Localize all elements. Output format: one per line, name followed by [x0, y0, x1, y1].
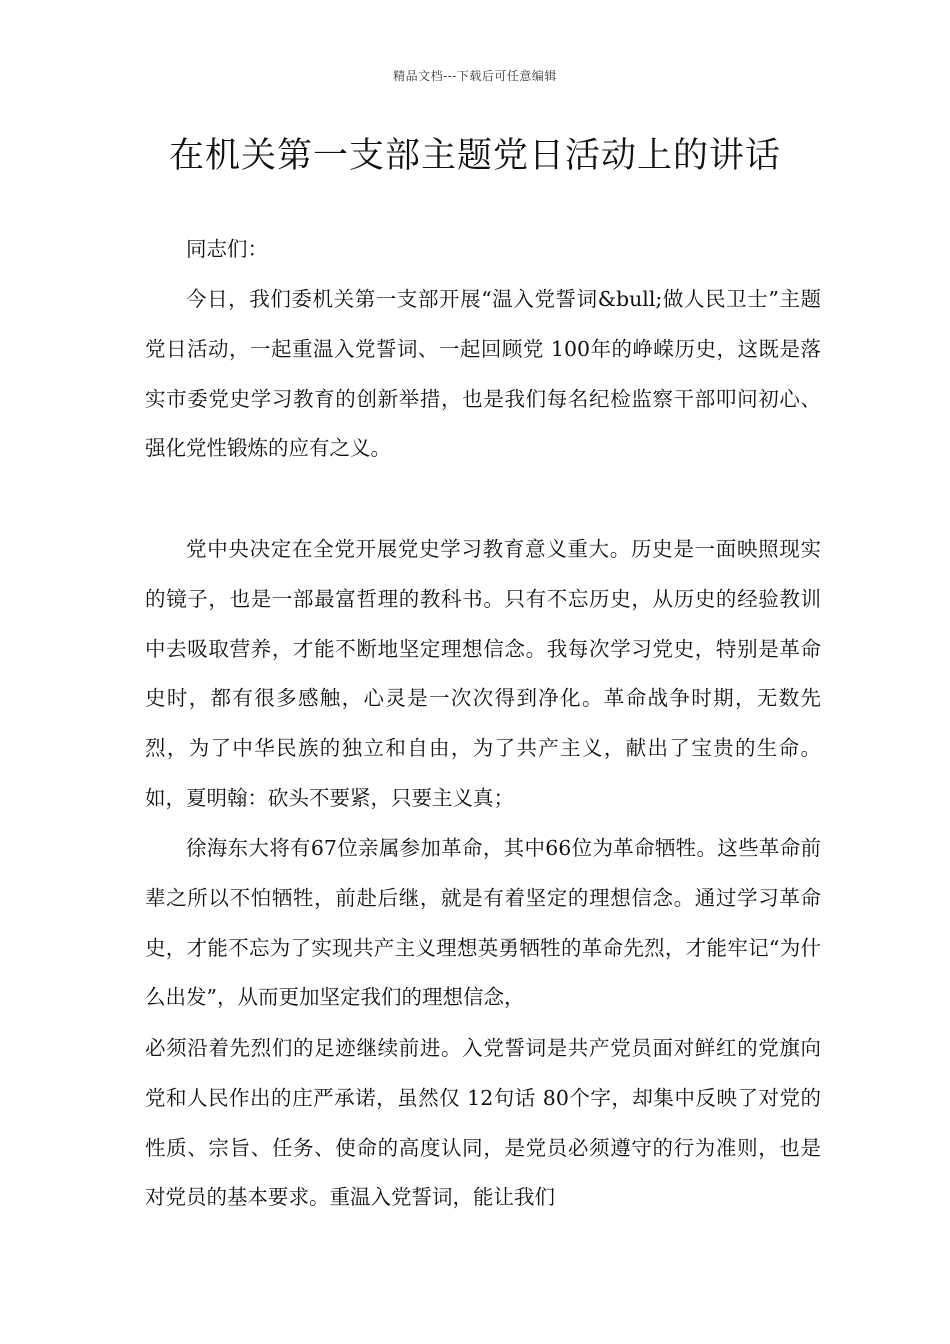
paragraph-4: 必须沿着先烈们的足迹继续前进。入党誓词是共产党员面对鲜红的党旗向党和人民作出的庄严承诺，虽然仅 12句话 80个字，却集中反映了对党的性质、宗旨、任务、使命的高度认同，是党员必须遵守的行为准则，也是对党员的基本要求。重温入党誓词，能让我们 — [145, 1036, 821, 1210]
paragraph-2: 党中央决定在全党开展党史学习教育意义重大。历史是一面映照现实的镜子，也是一部最富哲理的教科书。只有不忘历史，从历史的经验教训中去吸取营养，才能不断地坚定理想信念。我每次学习党史，特别是革命史时，都有很多感触，心灵是一次次得到净化。革命战争时期，无数先烈，为了中华民族的独立和自由，为了共产主义，献出了宝贵的生命。如，夏明翰：砍头不要紧，只要主义真； — [145, 537, 821, 810]
salutation-block — [145, 225, 821, 275]
paragraph-block-3 — [145, 824, 821, 1023]
paragraph-3: 徐海东大将有67位亲属参加革命，其中66位为革命牺牲。这些革命前辈之所以不怕牺牲，前赴后继，就是有着坚定的理想信念。通过学习革命史，才能不忘为了实现共产主义理想英勇牺牲的革命先烈，才能牢记“为什么出发”，从而更加坚定我们的理想信念， — [145, 836, 821, 1010]
document-title: 在机关第一支部主题党日活动上的讲话 — [168, 136, 781, 176]
header-note: 精品文档---下载后可任意编辑 — [393, 69, 557, 83]
paragraph-block-2 — [145, 525, 821, 824]
paragraph-1: 今日，我们委机关第一支部开展“温入党誓词&bull;做人民卫士”主题党日活动，一起重温入党誓词、一起回顾党 100年的峥嵘历史，这既是落实市委党史学习教育的创新举措，也是我们每名纪检监察干部叩问初心、强化党性锻炼的应有之义。 — [145, 287, 821, 461]
paragraph-block-4 — [145, 1024, 821, 1223]
paragraph-block-1 — [145, 275, 821, 474]
salutation: 同志们： — [186, 237, 268, 261]
